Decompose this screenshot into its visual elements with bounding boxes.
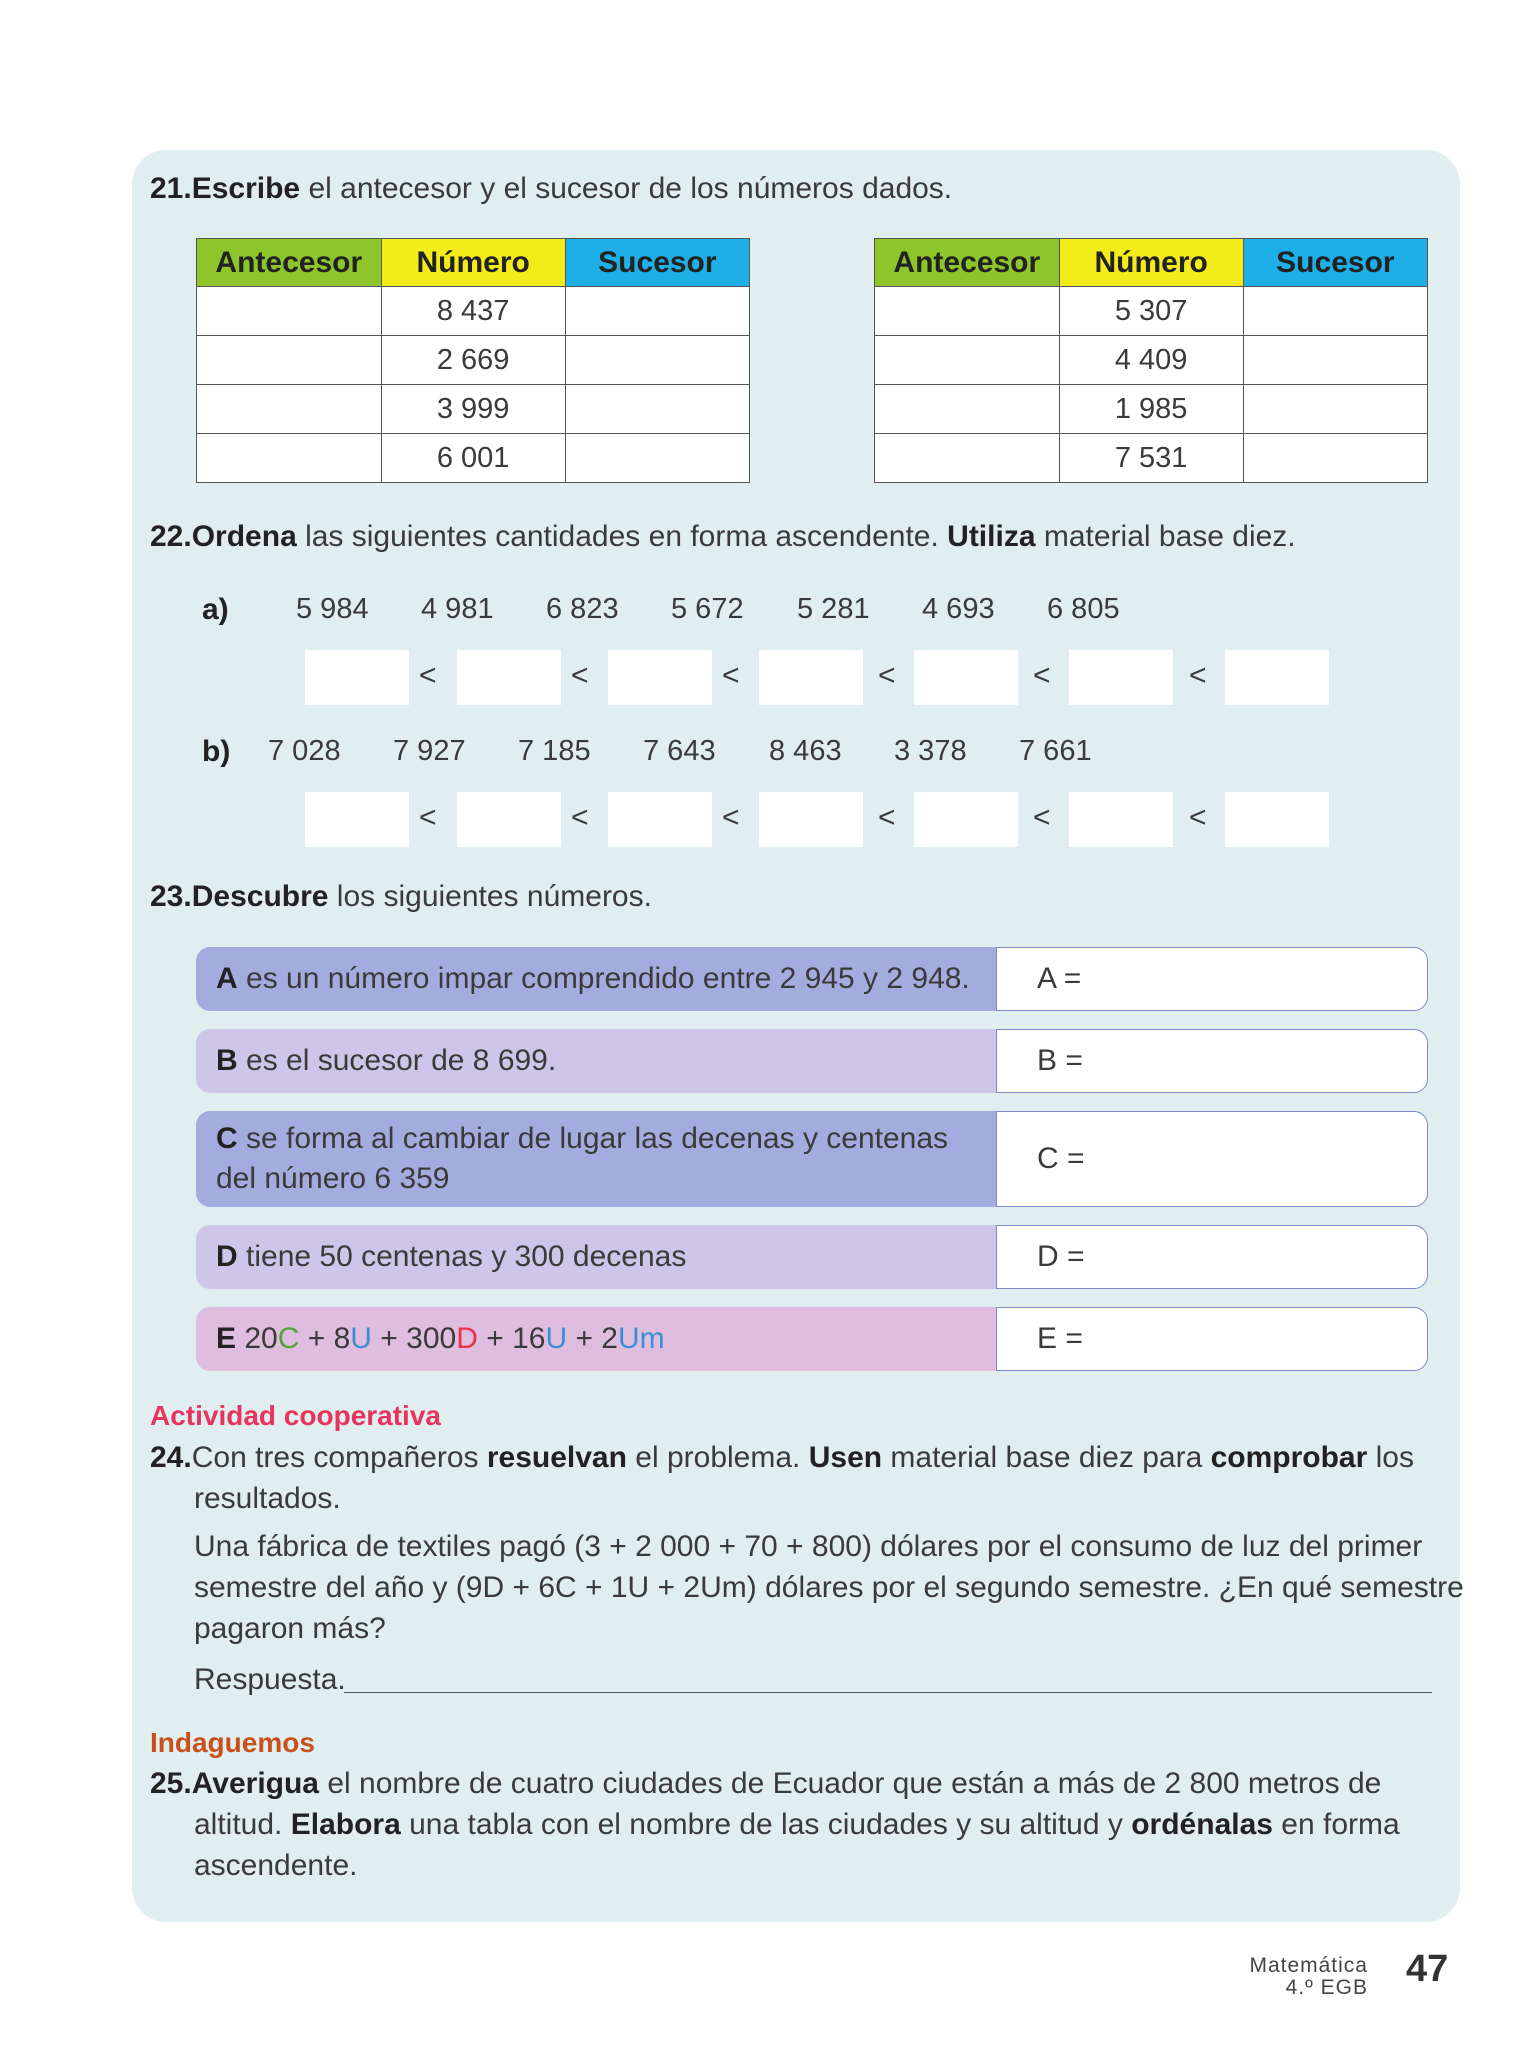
less-than-symbol: < (1033, 659, 1051, 692)
value: 7 185 (518, 735, 591, 767)
answer-box[interactable] (608, 792, 712, 847)
clue-text-line2: del número 6 359 (216, 1162, 450, 1195)
sucesor-cell[interactable] (1243, 434, 1427, 483)
footer-subject (1249, 1955, 1368, 1999)
section-title-indaguemos: Indaguemos (150, 1727, 315, 1758)
value: 5 984 (296, 593, 369, 625)
expr-unit-unidades-de-mil: Um (617, 1322, 665, 1355)
table-row (197, 336, 750, 385)
sucesor-cell[interactable] (1243, 336, 1427, 385)
expr-unit-unidades: U (350, 1322, 372, 1355)
q25-line1 (150, 1763, 1381, 1804)
less-than-symbol: < (722, 801, 740, 834)
clue-letter: B (216, 1044, 238, 1077)
q22-text: las siguientes cantidades en forma ascendente. (296, 520, 948, 553)
answer-box[interactable] (305, 650, 409, 705)
answer-box[interactable] (608, 650, 712, 705)
q21-table-left (196, 238, 750, 483)
table-row (197, 287, 750, 336)
answer-field-c[interactable]: C = (996, 1111, 1428, 1207)
q22-instruction (150, 520, 1296, 554)
less-than-symbol: < (419, 801, 437, 834)
answer-line[interactable] (344, 1692, 1432, 1693)
clue-c (196, 1111, 1012, 1207)
q22-number: 22. (150, 520, 192, 553)
q24-text: material base diez para (882, 1441, 1211, 1474)
section-title-actividad: Actividad cooperativa (150, 1400, 441, 1431)
q24-number: 24. (150, 1441, 192, 1474)
numero-cell: 7 531 (1059, 434, 1243, 483)
clue-letter: C (216, 1122, 238, 1155)
header-sucesor: Sucesor (565, 239, 749, 287)
numero-cell: 5 307 (1059, 287, 1243, 336)
antecesor-cell[interactable] (875, 385, 1060, 434)
numero-cell: 6 001 (381, 434, 565, 483)
discover-row-a (196, 947, 1428, 1011)
answer-field-d[interactable]: D = (996, 1225, 1428, 1289)
antecesor-cell[interactable] (197, 336, 382, 385)
antecesor-cell[interactable] (875, 287, 1060, 336)
q25-text: una tabla con el nombre de las ciudades y su altitud y (400, 1808, 1132, 1841)
header-antecesor: Antecesor (197, 239, 382, 287)
discover-row-d (196, 1225, 1428, 1289)
value: 7 927 (393, 735, 466, 767)
q24-problem-line3: pagaron más? (194, 1612, 386, 1645)
answer-field-a[interactable]: A = (996, 947, 1428, 1011)
value: 4 693 (922, 593, 995, 625)
q24-verb: comprobar (1210, 1441, 1368, 1474)
value: 5 672 (671, 593, 744, 625)
expr-unit-decenas: D (456, 1322, 478, 1355)
sucesor-cell[interactable] (565, 287, 749, 336)
q21-text: el antecesor y el sucesor de los números dados. (300, 172, 953, 205)
answer-box[interactable] (914, 792, 1018, 847)
expr-part: + 2 (567, 1322, 618, 1355)
clue-text: es un número impar comprendido entre 2 945 y 2 948. (237, 962, 970, 995)
q22a-label-text: a) (202, 593, 229, 626)
table-row (197, 434, 750, 483)
q21-instruction (150, 172, 952, 206)
sucesor-cell[interactable] (565, 385, 749, 434)
antecesor-cell[interactable] (875, 336, 1060, 385)
table-row (875, 287, 1428, 336)
value: 4 981 (421, 593, 494, 625)
table-row (875, 434, 1428, 483)
less-than-symbol: < (878, 801, 896, 834)
answer-box[interactable] (1225, 650, 1329, 705)
header-numero: Número (381, 239, 565, 287)
q24-instruction (150, 1437, 1440, 1478)
answer-field-e[interactable]: E = (996, 1307, 1428, 1371)
answer-box[interactable] (914, 650, 1018, 705)
answer-box[interactable] (1069, 650, 1173, 705)
header-sucesor: Sucesor (1243, 239, 1427, 287)
subject-name: Matemática (1249, 1954, 1368, 1977)
numero-cell: 8 437 (381, 287, 565, 336)
table-row (197, 385, 750, 434)
discover-row-b (196, 1029, 1428, 1093)
less-than-symbol: < (1189, 801, 1207, 834)
clue-e (196, 1307, 1012, 1371)
sucesor-cell[interactable] (1243, 385, 1427, 434)
grade-level: 4.º EGB (1285, 1976, 1368, 1999)
clue-text: se forma al cambiar de lugar las decenas y centenas (237, 1122, 949, 1155)
value: 3 378 (894, 735, 967, 767)
q22-text-end: material base diez. (1035, 520, 1296, 553)
header-numero: Número (1059, 239, 1243, 287)
clue-a (196, 947, 1012, 1011)
expr-unit-centenas: C (277, 1322, 300, 1355)
clue-letter: E (216, 1322, 237, 1355)
clue-b (196, 1029, 1012, 1093)
discover-row-e (196, 1307, 1428, 1371)
q24-problem-line2: semestre del año y (9D + 6C + 1U + 2Um) dólares por el segundo semestre. ¿En qué semestre (194, 1571, 1464, 1604)
q22a-values (0, 593, 1536, 633)
q23-verb: Descubre (191, 880, 329, 913)
value: 7 643 (643, 735, 716, 767)
q22b-values (0, 735, 1536, 775)
q25-verb: Averigua (191, 1767, 319, 1800)
antecesor-cell[interactable] (197, 385, 382, 434)
antecesor-cell[interactable] (875, 434, 1060, 483)
less-than-symbol: < (571, 801, 589, 834)
expr-part: + 16 (477, 1322, 546, 1355)
answer-box[interactable] (1069, 792, 1173, 847)
q25-number: 25. (150, 1767, 192, 1800)
value: 6 823 (546, 593, 619, 625)
numero-cell: 4 409 (1059, 336, 1243, 385)
table-row (875, 385, 1428, 434)
q24-answer-label: Respuesta. (194, 1663, 346, 1696)
clue-letter: A (216, 962, 238, 995)
answer-box[interactable] (759, 792, 863, 847)
q23-instruction (150, 880, 652, 914)
expr-part: 20 (236, 1322, 278, 1355)
q23-text: los siguientes números. (328, 880, 652, 913)
clue-text: es el sucesor de 8 699. (237, 1044, 557, 1077)
q24-problem-line1: Una fábrica de textiles pagó (3 + 2 000 + 70 + 800) dólares por el consumo de luz del primer (194, 1530, 1423, 1563)
value: 7 028 (268, 735, 341, 767)
q24-text: Con tres compañeros (191, 1441, 487, 1474)
answer-box[interactable] (759, 650, 863, 705)
sucesor-cell[interactable] (1243, 287, 1427, 336)
answer-box[interactable] (305, 792, 409, 847)
antecesor-cell[interactable] (197, 287, 382, 336)
numero-cell: 1 985 (1059, 385, 1243, 434)
table-row (875, 336, 1428, 385)
clue-text: tiene 50 centenas y 300 decenas (237, 1240, 687, 1273)
q25-line3: ascendente. (194, 1849, 358, 1882)
less-than-symbol: < (722, 659, 740, 692)
q25-text: altitud. (194, 1808, 291, 1841)
expr-unit-unidades: U (545, 1322, 568, 1355)
value: 6 805 (1047, 593, 1120, 625)
answer-box[interactable] (457, 792, 561, 847)
expr-part: + 300 (371, 1322, 457, 1355)
sucesor-cell[interactable] (565, 434, 749, 483)
q23-number: 23. (150, 880, 192, 913)
answer-box[interactable] (457, 650, 561, 705)
numero-cell: 3 999 (381, 385, 565, 434)
q22-verb-ordena: Ordena (191, 520, 297, 553)
answer-box[interactable] (1225, 792, 1329, 847)
discover-row-c (196, 1111, 1428, 1207)
clue-letter: D (216, 1240, 238, 1273)
less-than-symbol: < (419, 659, 437, 692)
less-than-symbol: < (1189, 659, 1207, 692)
q22-verb-utiliza: Utiliza (947, 520, 1036, 553)
q25-verb: ordénalas (1131, 1808, 1273, 1841)
answer-field-b[interactable]: B = (996, 1029, 1428, 1093)
q24-verb: resuelvan (486, 1441, 627, 1474)
value: 7 661 (1019, 735, 1092, 767)
q22b-label-text: b) (202, 735, 231, 768)
less-than-symbol: < (1033, 801, 1051, 834)
q21-number: 21. (150, 172, 192, 205)
q24-text: los (1367, 1441, 1414, 1474)
less-than-symbol: < (571, 659, 589, 692)
q24-line2: resultados. (194, 1482, 341, 1515)
header-antecesor: Antecesor (875, 239, 1060, 287)
numero-cell: 2 669 (381, 336, 565, 385)
q25-text: en forma (1272, 1808, 1400, 1841)
clue-d (196, 1225, 1012, 1289)
q21-verb: Escribe (191, 172, 301, 205)
page-number: 47 (1406, 1948, 1449, 1990)
antecesor-cell[interactable] (197, 434, 382, 483)
q24-text: el problema. (626, 1441, 809, 1474)
q25-line2 (194, 1804, 1400, 1845)
q25-text: el nombre de cuatro ciudades de Ecuador que están a más de 2 800 metros de (318, 1767, 1382, 1800)
sucesor-cell[interactable] (565, 336, 749, 385)
less-than-symbol: < (878, 659, 896, 692)
value: 8 463 (769, 735, 842, 767)
value: 5 281 (797, 593, 870, 625)
q21-table-right (874, 238, 1428, 483)
q25-verb: Elabora (290, 1808, 401, 1841)
q24-verb: Usen (808, 1441, 883, 1474)
expr-part: + 8 (299, 1322, 351, 1355)
